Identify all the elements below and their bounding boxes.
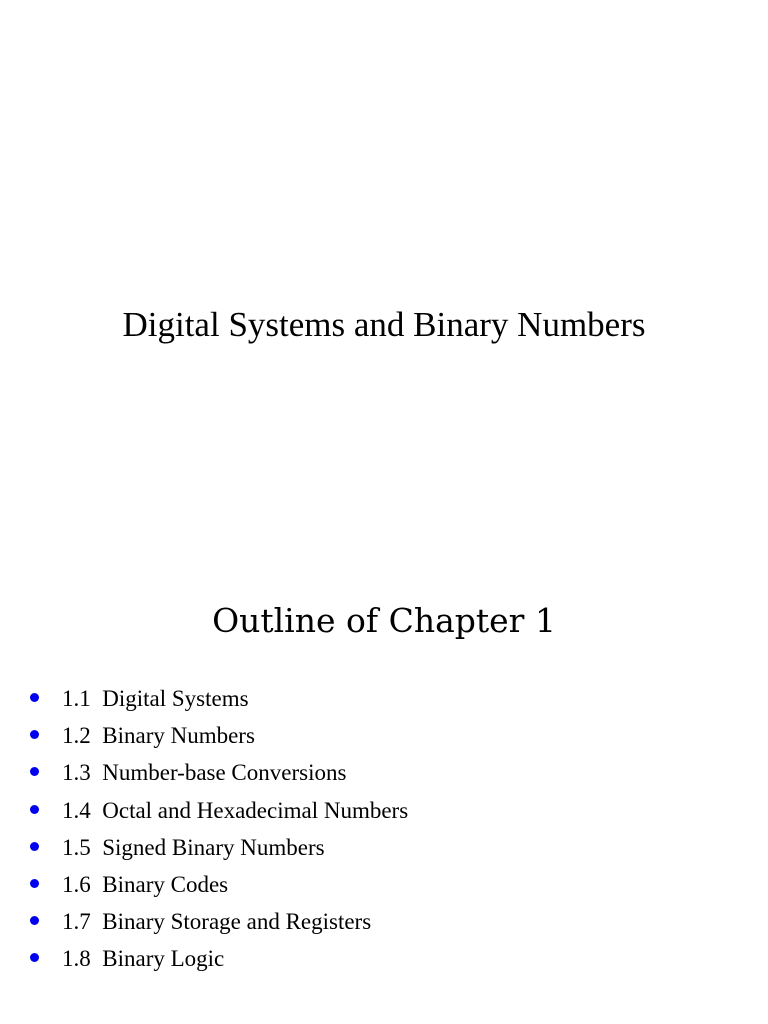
bullet-dot-icon — [30, 693, 39, 702]
bullet-dot-icon — [30, 767, 39, 776]
bullet-dot-icon — [30, 879, 39, 888]
bullet-dot-icon — [30, 730, 39, 739]
outline-slide — [0, 512, 768, 1024]
outline-item-label: 1.5 Signed Binary Numbers — [62, 834, 325, 860]
outline-item — [30, 798, 408, 835]
slide-title: Digital Systems and Binary Numbers — [122, 305, 646, 344]
outline-item-label: 1.6 Binary Codes — [62, 871, 229, 897]
outline-item — [30, 835, 408, 872]
outline-list — [30, 686, 408, 984]
outline-item — [30, 686, 408, 723]
outline-item-label: 1.1 Digital Systems — [62, 686, 249, 711]
outline-item — [30, 946, 408, 983]
bullet-dot-icon — [30, 953, 39, 962]
bullet-dot-icon — [30, 916, 39, 925]
outline-item-label: 1.7 Binary Storage and Registers — [62, 909, 372, 935]
outline-item-label: 1.8 Binary Logic — [62, 946, 225, 972]
outline-item — [30, 723, 408, 760]
outline-item — [30, 760, 408, 797]
outline-item — [30, 909, 408, 946]
outline-title: Outline of Chapter 1 — [212, 601, 556, 640]
outline-item — [30, 872, 408, 909]
bullet-dot-icon — [30, 842, 39, 851]
bullet-dot-icon — [30, 805, 39, 814]
outline-item-label: 1.3 Number-base Conversions — [62, 760, 347, 786]
outline-item-label: 1.4 Octal and Hexadecimal Numbers — [62, 797, 409, 823]
outline-item-label: 1.2 Binary Numbers — [62, 723, 255, 749]
